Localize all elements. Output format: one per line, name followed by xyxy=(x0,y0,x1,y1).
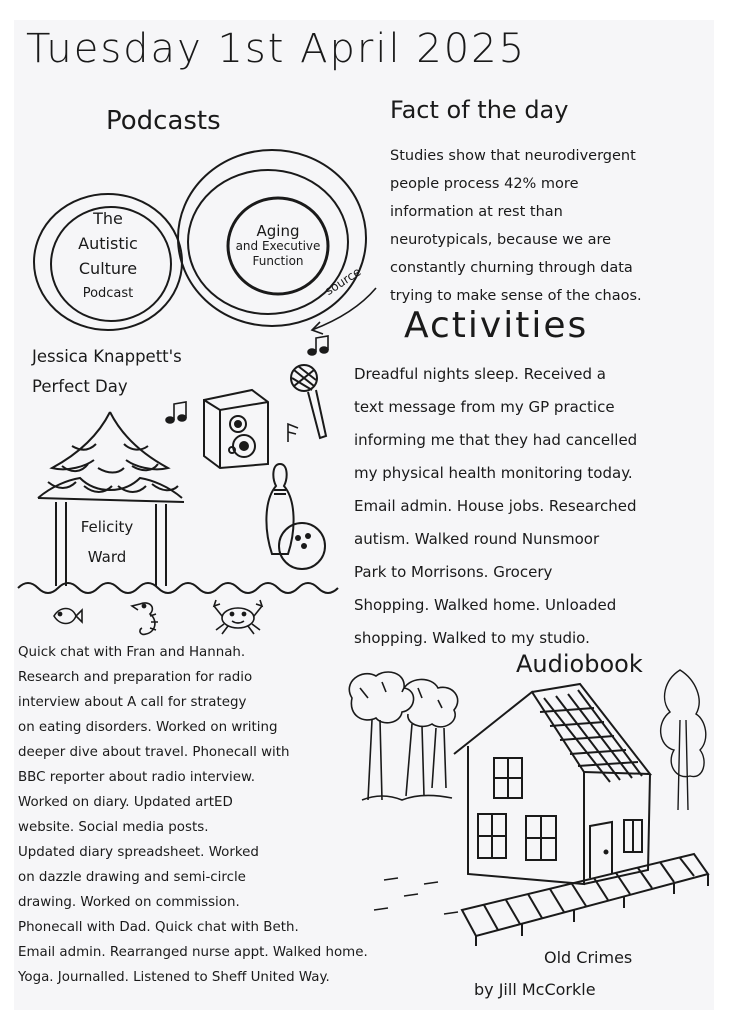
podcast2-line3: Function xyxy=(252,254,304,268)
left-line: deeper dive about travel. Phonecall with xyxy=(18,745,290,760)
left-line: on eating disorders. Worked on writing xyxy=(18,720,278,735)
microphone-icon xyxy=(284,362,334,446)
activity-line: shopping. Walked to my studio. xyxy=(354,629,590,647)
source-label: source xyxy=(322,264,364,298)
podcast2-line2: and Executive xyxy=(235,239,321,253)
venue-line1: Felicity xyxy=(80,518,134,536)
venue-line2: Ward xyxy=(87,548,127,566)
activity-line: text message from my GP practice xyxy=(354,398,615,416)
activity-line: Email admin. House jobs. Researched xyxy=(354,497,637,515)
fact-line: people process 42% more xyxy=(390,176,579,192)
left-line: Phonecall with Dad. Quick chat with Beth. xyxy=(18,920,299,935)
venue-label xyxy=(62,512,152,572)
fact-heading: Fact of the day xyxy=(390,96,569,124)
left-line: Quick chat with Fran and Hannah. xyxy=(18,645,246,660)
podcast2-line1: Aging xyxy=(256,222,300,240)
perfect-day-line1: Jessica Knappett's xyxy=(32,347,182,366)
diary-page xyxy=(14,20,714,1010)
fact-text xyxy=(390,142,642,310)
podcast1-line4: Podcast xyxy=(82,286,134,301)
audiobook-title: Old Crimes xyxy=(544,948,633,967)
left-line: on dazzle drawing and semi-circle xyxy=(18,870,246,885)
activity-line: Shopping. Walked home. Unloaded xyxy=(354,596,617,614)
speaker-icon xyxy=(198,376,278,472)
left-line: Updated diary spreadsheet. Worked xyxy=(18,845,259,860)
podcast1-line2: Autistic xyxy=(78,234,138,253)
perfect-day-heading xyxy=(32,342,182,402)
activity-line: Park to Morrisons. Grocery xyxy=(354,563,553,581)
left-line: drawing. Worked on commission. xyxy=(18,895,240,910)
audiobook-heading: Audiobook xyxy=(516,650,643,678)
fact-line: neurotypicals, because we are xyxy=(390,232,612,248)
activity-line: informing me that they had cancelled xyxy=(354,431,638,449)
bowling-ball-icon xyxy=(276,518,332,574)
left-line: Email admin. Rearranged nurse appt. Walked home. xyxy=(18,945,368,960)
activity-line: Dreadful nights sleep. Received a xyxy=(354,365,606,383)
left-line: interview about A call for strategy xyxy=(18,695,247,710)
left-column-text xyxy=(18,640,368,990)
activities-text xyxy=(354,358,637,655)
podcast2-label xyxy=(228,224,328,269)
wave-divider xyxy=(18,578,348,598)
seahorse-icon xyxy=(126,598,166,642)
activities-heading: Activities xyxy=(404,305,589,346)
music-note-icon xyxy=(306,334,336,360)
fact-line: Studies show that neurodivergent xyxy=(390,148,636,164)
podcast1-line3: Culture xyxy=(78,259,138,278)
fact-line: information at rest than xyxy=(390,204,563,220)
page-title: Tuesday 1st April 2025 xyxy=(26,26,527,72)
audiobook-author: by Jill McCorkle xyxy=(474,980,596,999)
perfect-day-line2: Perfect Day xyxy=(32,377,128,396)
left-line: website. Social media posts. xyxy=(18,820,209,835)
activity-line: autism. Walked round Nunsmoor xyxy=(354,530,600,548)
activity-line: my physical health monitoring today. xyxy=(354,464,633,482)
crab-icon xyxy=(210,596,266,636)
podcast1-label xyxy=(48,206,168,306)
left-line: BBC reporter about radio interview. xyxy=(18,770,255,785)
podcasts-heading: Podcasts xyxy=(106,106,221,136)
fact-line: trying to make sense of the chaos. xyxy=(390,288,642,304)
grass-marks xyxy=(364,870,584,930)
fish-icon xyxy=(50,604,84,628)
fact-line: constantly churning through data xyxy=(390,260,633,276)
podcast1-line1: The xyxy=(93,209,123,228)
left-line: Research and preparation for radio xyxy=(18,670,253,685)
left-line: Yoga. Journalled. Listened to Sheff United Way. xyxy=(18,970,330,985)
left-line: Worked on diary. Updated artED xyxy=(18,795,233,810)
